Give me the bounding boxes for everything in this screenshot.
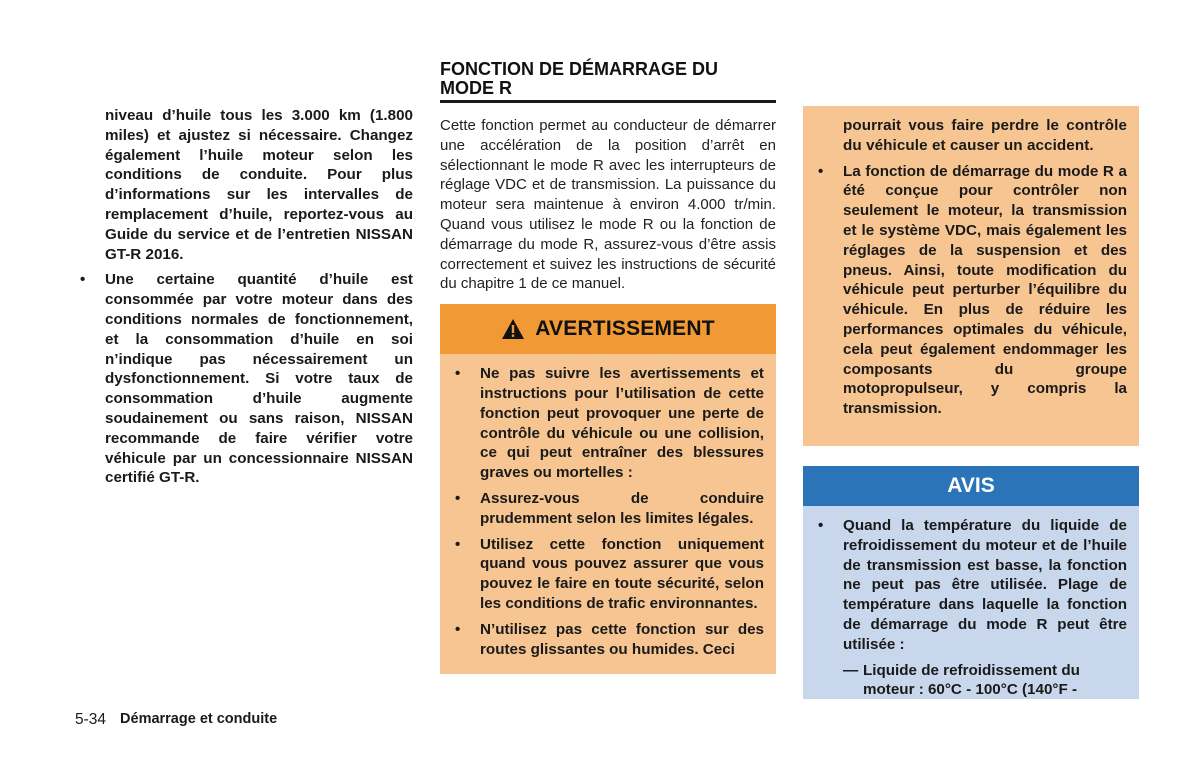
list-item: • N’utilisez pas cette fonction sur des routes glissantes ou humides. Ceci bbox=[450, 620, 764, 660]
list-item: • Assurez-vous de conduire prudemment selon les limites légales. bbox=[450, 489, 764, 529]
warning-continuation-text: pourrait vous faire perdre le contrôle du véhicule et causer un accident. bbox=[843, 117, 1127, 154]
left-column bbox=[75, 106, 413, 488]
sub-item-text: Liquide de refroidissement du moteur : 60°C - 100°C (140°F - bbox=[863, 661, 1080, 699]
list-item: • La fonction de démarrage du mode R a été conçue pour contrôler non seulement le moteur, la transmission et le système VDC, mais également les réglages de la suspension et des pneus. Ainsi, toute modification du véhicule peut perturber l’équilibre du véhicule. En plus de réduire les performances optimales du véhicule, cela peut également endommager les composants du groupe motopropulseur, y compris la transmission. bbox=[813, 162, 1127, 419]
avis-box bbox=[803, 466, 1139, 699]
warning-header bbox=[440, 304, 776, 354]
list-item: • Quand la température du liquide de refroidissement du moteur et de l’huile de transmission est basse, la fonction ne peut pas être utilisée. Plage de température dans laquelle la fonction de démarrage du mode R peut être utilisée : bbox=[813, 516, 1127, 655]
list-item: • Une certaine quantité d’huile est consommée par votre moteur dans des conditions normales de fonctionnement, et la consommation d’huile en soi n’indique pas nécessairement un dysfonctionnement. Si votre taux de consommation d’huile augmente soudainement ou sans raison, NISSAN recommande de faire vérifier votre véhicule par un concessionnaire NISSAN certifié GT-R. bbox=[75, 270, 413, 488]
avis-title: AVIS bbox=[947, 474, 995, 497]
avis-sub-item bbox=[803, 661, 1139, 699]
section-body: Cette fonction permet au conducteur de démarrer une accélération de la position d’arrêt en sélectionnant le mode R avec les interrupteurs de réglage VDC et de transmission. La puissance du moteur sera maintenue à environ 4.000 tr/min. Quand vous utilisez le mode R ou la fonction de démarrage du mode R, assurez-vous d’être assis correctement et suivez les instructions de sécurité du chapitre 1 de ce manuel. bbox=[440, 117, 776, 293]
page-number: 5-34 bbox=[75, 711, 107, 728]
section-title: FONCTION DE DÉMARRAGE DU MODE R bbox=[440, 60, 776, 103]
dash-marker: — bbox=[843, 661, 859, 679]
warning-list bbox=[440, 354, 776, 659]
list-item: • Utilisez cette fonction uniquement quand vous pouvez assurer que vous pouvez le faire en toute sécurité, selon les conditions de trafic environnantes. bbox=[450, 535, 764, 614]
avis-list bbox=[803, 506, 1139, 655]
warning-title: AVERTISSEMENT bbox=[535, 317, 715, 341]
page-footer bbox=[75, 711, 277, 729]
list-item: • Ne pas suivre les avertissements et instructions pour l’utilisation de cette fonction peut provoquer une perte de contrôle du véhicule ou une collision, ce qui peut entraîner des blessures graves ou mortelles : bbox=[450, 364, 764, 483]
warning-box bbox=[440, 304, 776, 674]
continuation-paragraph: niveau d’huile tous les 3.000 km (1.800 miles) et ajustez si nécessaire. Changez également l’huile moteur selon les conditions de conduite. Pour plus d’informations sur les intervalles de remplacement d’huile, reportez-vous au Guide du service et de l’entretien NISSAN GT-R 2016. bbox=[105, 107, 413, 263]
chapter-title: Démarrage et conduite bbox=[120, 711, 278, 727]
left-bullet-list bbox=[75, 270, 413, 488]
middle-column bbox=[440, 60, 776, 674]
avis-header bbox=[803, 466, 1139, 506]
warning-triangle-icon bbox=[501, 318, 525, 340]
warning-continuation-list bbox=[813, 162, 1127, 419]
right-column bbox=[803, 106, 1139, 446]
warning-continuation-box bbox=[803, 106, 1139, 446]
